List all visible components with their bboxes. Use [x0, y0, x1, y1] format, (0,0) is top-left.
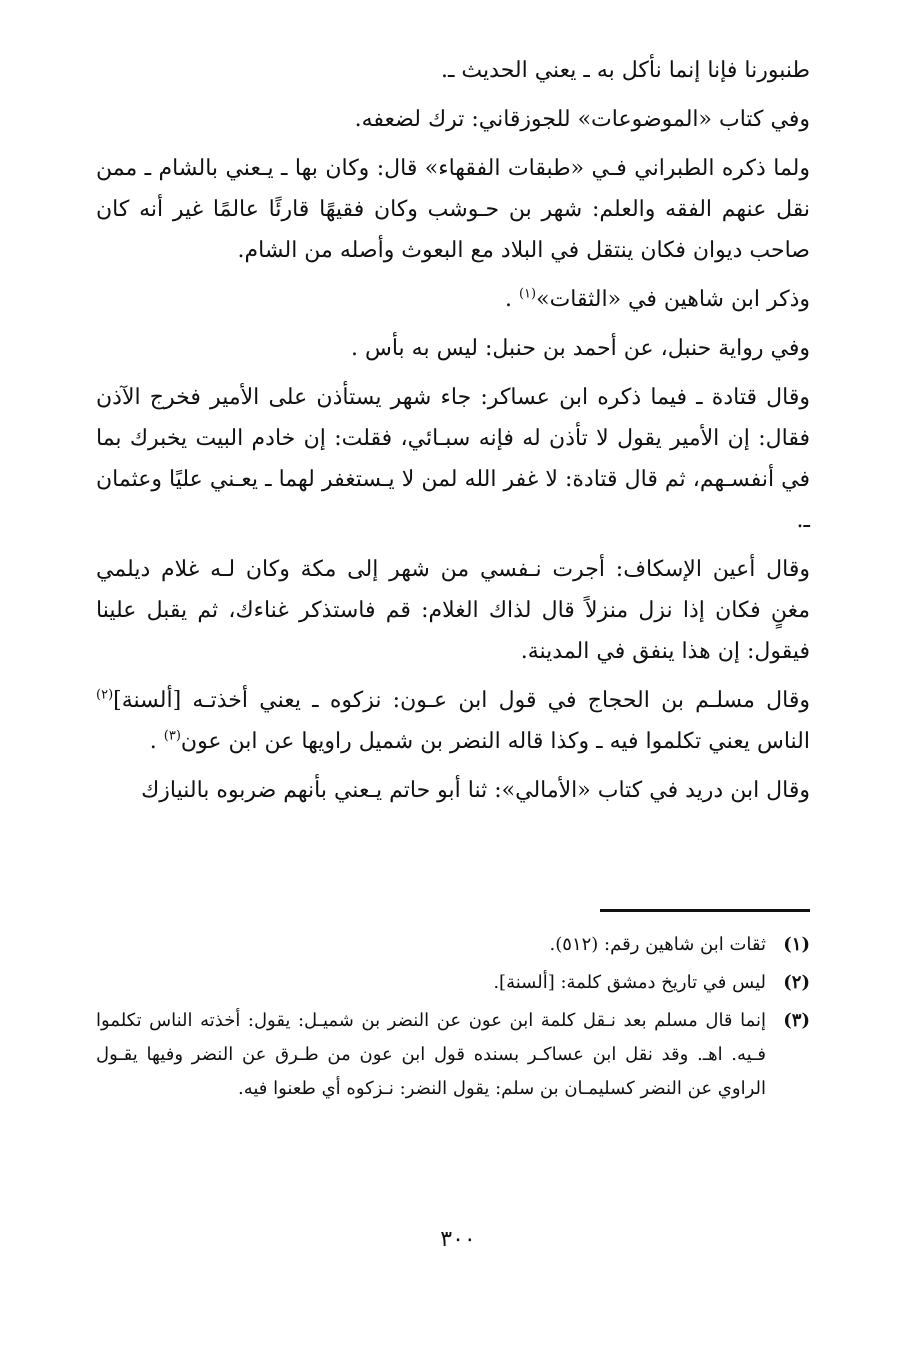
paragraph-1: طنبورنا فإنا إنما نأكل به ـ يعني الحديث ـ.: [440, 58, 810, 83]
paragraph-8: [96, 680, 810, 762]
footnote-text: ليس في تاريخ دمشق كلمة: [ألسنة].: [493, 972, 766, 993]
paragraph-3: ولما ذكره الطبراني فـي «طبقات الفقهاء» قال: وكان بها ـ يـعني بالشام ـ ممن نقل عنهم الفقه والعلم: شهر بن حـوشب وكان فقيهًا قارئًا عالمًا غير أنه كان صاحب ديوان فكان ينتقل في البلاد مع البعوث وأصله من الشام.: [96, 156, 810, 263]
paragraph-6: وقال قتادة ـ فيما ذكره ابن عساكر: جاء شهر يستأذن على الأمير فخرج الآذن فقال: إن الأمير يقول لا تأذن له فإنه سبـائي، فقلت: إن خادم البيت يخبرك بما في أنفسـهم، ثم قال قتادة: لا غفر الله لمن لا يـستغفر لهما ـ يعـني عليًا وعثمان ـ.: [96, 385, 810, 533]
footnotes: [96, 928, 810, 1110]
footnote-divider: [600, 909, 810, 912]
footnote-number: (٣): [783, 1010, 810, 1031]
footnote-ref-2[interactable]: (٢): [96, 687, 114, 703]
footnote-1: [96, 928, 810, 962]
footnote-ref-1[interactable]: (١): [518, 286, 537, 302]
paragraph-4-end: .: [504, 287, 519, 312]
paragraph-2: وفي كتاب «الموضوعات» للجوزقاني: ترك لضعفه.: [354, 107, 810, 132]
paragraph-4-text: وذكر ابن شاهين في «الثقات»: [536, 287, 810, 312]
paragraph-4: [96, 279, 810, 320]
footnote-number: (١): [783, 934, 810, 955]
main-text: [96, 50, 810, 811]
paragraph-9: وقال ابن دريد في كتاب «الأمالي»: ثنا أبو حاتم يـعني بأنهم ضربوه بالنيازك: [141, 778, 810, 803]
paragraph-8-part-b: الناس يعني تكلموا فيه ـ وكذا قاله النضر بن شميل راويها عن ابن عون: [180, 729, 810, 754]
paragraph-5: وفي رواية حنبل، عن أحمد بن حنبل: ليس به بأس .: [351, 336, 810, 361]
paragraph-8-part-a: وقال مسلـم بن الحجاج في قول ابن عـون: نزكوه ـ يعني أخذتـه [ألسنة]: [113, 688, 810, 713]
footnote-3: [96, 1004, 810, 1106]
paragraph-8-end: .: [149, 729, 164, 754]
footnote-text: إنما قال مسلم بعد نـقل كلمة ابن عون عن النضر بن شميـل: يقول: أخذته الناس تكلموا فـيه. اهـ. وقد نقل ابن عساكـر بسنده قول ابن عون من طـرق عن النضر وفيها يقـول الراوي عن النضر كسليمـان بن سلم: يقول النضر: نـزكوه أي طعنوا فيه.: [96, 1010, 766, 1099]
footnote-text: ثقات ابن شاهين رقم: (٥١٢).: [549, 934, 766, 955]
footnote-2: [96, 966, 810, 1000]
paragraph-7: وقال أعين الإسكاف: أجرت نـفسي من شهر إلى مكة وكان لـه غلام ديلمي مغنٍ فكان إذا نزل منزلاً قال لذاك الغلام: قم فاستذكر غناءك، ثم يقبل علينا فيقول: إن هذا ينفق في المدينة.: [96, 557, 810, 664]
footnote-ref-3[interactable]: (٣): [163, 728, 181, 744]
page-number: ٣٠٠: [440, 1227, 476, 1252]
footnote-number: (٢): [783, 972, 810, 993]
